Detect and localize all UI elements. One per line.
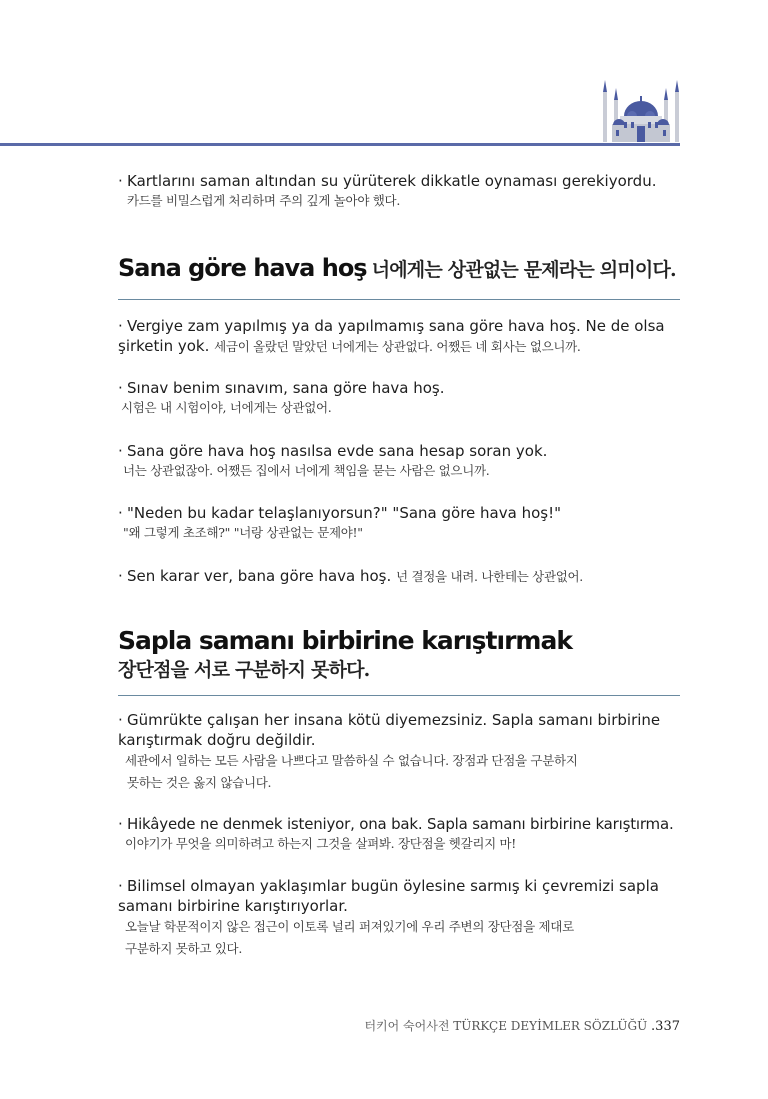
intro-example: · Kartlarını saman altından su yürüterek dikkatle oynaması gerekiyordu. 카드를 비밀스럽게 처리하며 주의 깊게 놀아야 했다.	[118, 171, 683, 211]
section2-example-3: · Bilimsel olmayan yaklaşımlar bugün öylesine sarmış ki çevremizi sapla samanı birbirine karıştırıyorlar. 오늘날 학문적이지 않은 접근이 이토록 널리 퍼져있기에 우리 주변의 장단점을 제대로 구분하지 못하고 있다.	[118, 876, 683, 960]
example-tr: Sana göre hava hoş nasılsa evde sana hesap soran yok.	[127, 442, 548, 460]
example-ko: 너는 상관없잖아. 어쨌든 집에서 너에게 책임을 묻는 사람은 없으니까.	[123, 463, 490, 478]
section2-idiom: Sapla samanı birbirine karıştırmak	[118, 626, 572, 655]
example-tr: Sınav benim sınavım, sana göre hava hoş.	[127, 379, 445, 397]
example-ko: 시험은 내 시험이야, 너에게는 상관없어.	[121, 400, 332, 415]
example-tr: Gümrükte çalışan her insana kötü diyemezsiniz. Sapla samanı birbirine	[127, 711, 661, 729]
example-ko: "왜 그렇게 초조해?" "너랑 상관없는 문제야!"	[123, 525, 363, 540]
example-ko-cont: 못하는 것은 옳지 않습니다.	[127, 775, 272, 790]
section1-example-1: · Vergiye zam yapılmış ya da yapılmamış sana göre hava hoş. Ne de olsa şirketin yok. 세금이 올랐던 말았던 너에게는 상관없다. 어쨌든 네 회사는 없으니까.	[118, 317, 665, 355]
example-tr-cont: şirketin yok.	[118, 337, 210, 355]
header-rule	[0, 143, 680, 146]
example-tr: Sen karar ver, bana göre hava hoş.	[127, 567, 392, 585]
example-ko: 넌 결정을 내려. 나한테는 상관없어.	[396, 569, 583, 584]
section2-rule	[118, 695, 680, 696]
example-ko: 오늘날 학문적이지 않은 접근이 이토록 널리 퍼져있기에 우리 주변의 장단점을 제대로	[125, 919, 574, 934]
section2-example-1: · Gümrükte çalışan her insana kötü diyemezsiniz. Sapla samanı birbirine karıştırmak doğru değildir. 세관에서 일하는 모든 사람을 나쁘다고 말씀하실 수 없습니다. 장점과 단점을 구분하지 못하는 것은 옳지 않습니다.	[118, 710, 683, 794]
example-ko: 이야기가 무엇을 의미하려고 하는지 그것을 살펴봐. 장단점을 헷갈리지 마!	[125, 836, 517, 851]
example-ko-cont: 구분하지 못하고 있다.	[125, 941, 242, 956]
example-ko: 세금이 올랐던 말았던 너에게는 상관없다. 어쨌든 네 회사는 없으니까.	[214, 339, 581, 354]
example-tr-cont: samanı birbirine karıştırıyorlar.	[118, 897, 348, 915]
intro-tr: Kartlarını saman altından su yürüterek dikkatle oynaması gerekiyordu.	[127, 172, 657, 190]
section1-rule	[118, 299, 680, 300]
example-tr: Vergiye zam yapılmış ya da yapılmamış sana göre hava hoş. Ne de olsa	[127, 317, 665, 335]
section2-meaning: 장단점을 서로 구분하지 못하다.	[118, 659, 370, 681]
section1-heading	[118, 254, 683, 282]
page-number: .337	[651, 1019, 680, 1034]
intro-ko: 카드를 비밀스럽게 처리하며 주의 깊게 놀아야 했다.	[127, 193, 400, 208]
mosque-icon	[600, 78, 682, 144]
example-tr: Hikâyede ne denmek isteniyor, ona bak. Sapla samanı birbirine karıştırma.	[127, 815, 674, 833]
section1-example-4: · "Neden bu kadar telaşlanıyorsun?" "Sana göre hava hoş!" "왜 그렇게 초조해?" "너랑 상관없는 문제야!"	[118, 503, 683, 543]
section1-example-3: · Sana göre hava hoş nasılsa evde sana hesap soran yok. 너는 상관없잖아. 어쨌든 집에서 너에게 책임을 묻는 사람은 없으니까.	[118, 441, 683, 481]
page-footer	[364, 1017, 680, 1034]
example-tr-cont: karıştırmak doğru değildir.	[118, 731, 316, 749]
example-tr: "Neden bu kadar telaşlanıyorsun?" "Sana göre hava hoş!"	[127, 504, 561, 522]
section1-example-2: · Sınav benim sınavım, sana göre hava hoş. 시험은 내 시험이야, 너에게는 상관없어.	[118, 378, 683, 418]
section1-meaning: 너에게는 상관없는 문제라는 의미이다.	[371, 259, 676, 281]
section1-example-5: · Sen karar ver, bana göre hava hoş. 넌 결정을 내려. 나한테는 상관없어.	[118, 567, 583, 585]
footer-title: 터키어 숙어사전 TÜRKÇE DEYİMLER SÖZLÜĞÜ	[364, 1019, 648, 1033]
example-tr: Bilimsel olmayan yaklaşımlar bugün öylesine sarmış ki çevremizi sapla	[127, 877, 659, 895]
example-ko: 세관에서 일하는 모든 사람을 나쁘다고 말씀하실 수 없습니다. 장점과 단점을 구분하지	[125, 753, 578, 768]
section2-example-2: · Hikâyede ne denmek isteniyor, ona bak. Sapla samanı birbirine karıştırma. 이야기가 무엇을 의미하려고 하는지 그것을 살펴봐. 장단점을 헷갈리지 마!	[118, 814, 683, 854]
section1-idiom: Sana göre hava hoş	[118, 254, 367, 282]
section2-heading	[118, 626, 683, 682]
